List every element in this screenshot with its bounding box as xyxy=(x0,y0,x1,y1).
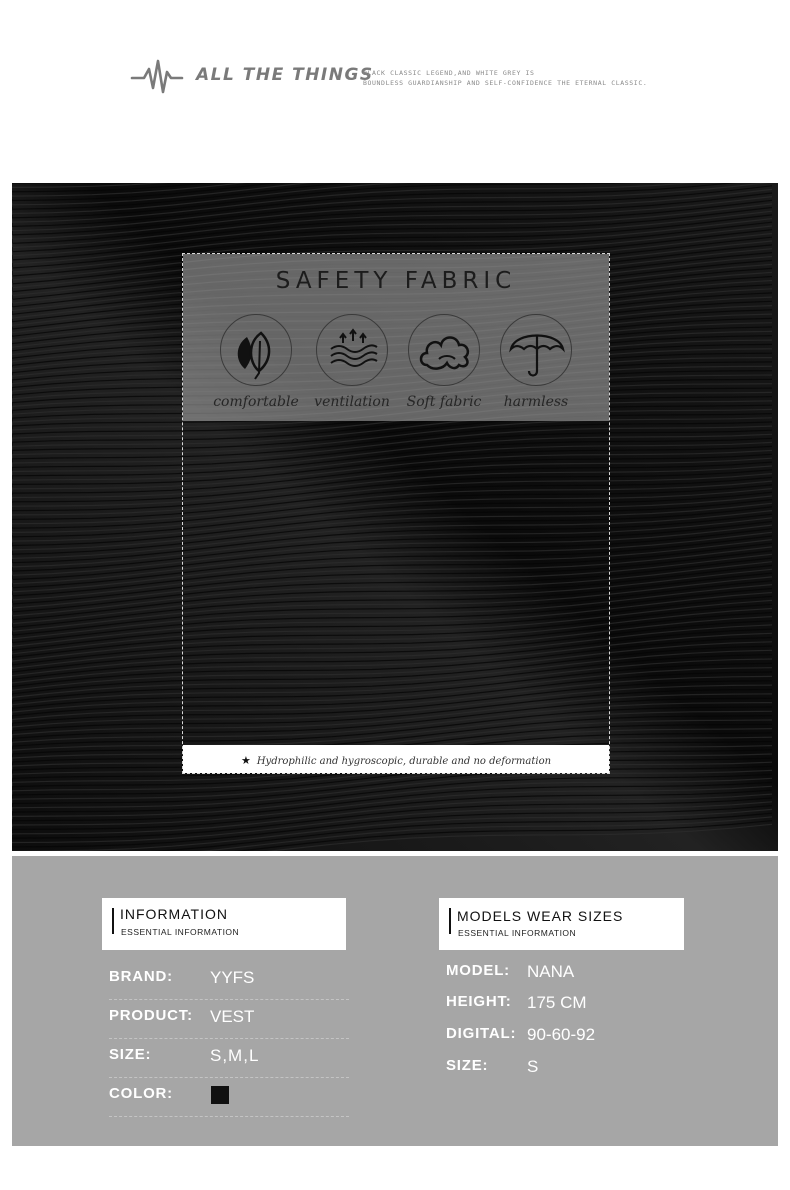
info-value: YYFS xyxy=(210,968,255,987)
feature-label: comfortable xyxy=(213,394,299,410)
model-key: SIZE: xyxy=(446,1057,489,1074)
model-subheading: ESSENTIAL INFORMATION xyxy=(458,928,577,938)
model-key: DIGITAL: xyxy=(446,1025,517,1042)
information-subheading: ESSENTIAL INFORMATION xyxy=(121,927,240,937)
color-swatch xyxy=(211,1086,229,1104)
feature-label: Soft fabric xyxy=(406,394,482,410)
heading-accent-bar xyxy=(449,908,451,934)
info-key: COLOR: xyxy=(109,1085,173,1102)
product-info-section xyxy=(12,856,778,1146)
row-divider xyxy=(109,1038,349,1039)
feature-icon-circle xyxy=(408,314,480,386)
safety-fabric-title: SAFETY FABRIC xyxy=(275,268,517,294)
feature-comfortable xyxy=(208,314,304,414)
feature-label: ventilation xyxy=(314,394,390,410)
information-heading: INFORMATION xyxy=(120,906,228,922)
brand-title: ALL THE THINGS xyxy=(196,65,374,85)
feature-icon-circle xyxy=(500,314,572,386)
safety-fabric-panel xyxy=(182,253,610,774)
safety-fabric-header xyxy=(183,254,609,421)
tagline-line-1: BLACK CLASSIC LEGEND,AND WHITE GREY IS xyxy=(363,69,535,77)
fabric-note-bar xyxy=(183,745,609,773)
row-divider xyxy=(109,1077,349,1078)
information-heading-box xyxy=(102,898,346,950)
info-value: S,M,L xyxy=(210,1046,260,1065)
cloud-icon xyxy=(409,315,481,387)
model-key: MODEL: xyxy=(446,962,510,979)
umbrella-icon xyxy=(501,315,573,387)
feature-harmless xyxy=(488,314,584,414)
leaf-icon xyxy=(221,315,293,387)
fabric-photo xyxy=(12,183,778,851)
heading-accent-bar xyxy=(112,908,114,934)
row-divider xyxy=(109,1116,349,1117)
airflow-waves-icon xyxy=(317,315,389,387)
model-value: S xyxy=(527,1057,539,1076)
feature-label: harmless xyxy=(503,394,569,410)
info-value: VEST xyxy=(210,1007,255,1026)
model-value: NANA xyxy=(527,962,575,981)
heartbeat-pulse-icon xyxy=(130,58,190,96)
tagline-line-2: BOUNDLESS GUARDIANSHIP AND SELF-CONFIDENCE THE ETERNAL CLASSIC. xyxy=(363,79,648,87)
page-header xyxy=(130,58,730,98)
row-divider xyxy=(109,999,349,1000)
info-key: BRAND: xyxy=(109,968,173,985)
model-value: 90-60-92 xyxy=(527,1025,596,1044)
feature-icon-circle xyxy=(220,314,292,386)
info-key: SIZE: xyxy=(109,1046,152,1063)
fabric-note: Hydrophilic and hygroscopic, durable and no deformation xyxy=(256,756,552,767)
star-icon: ★ xyxy=(240,754,251,767)
info-key: PRODUCT: xyxy=(109,1007,193,1024)
model-key: HEIGHT: xyxy=(446,993,512,1010)
model-heading: MODELS WEAR SIZES xyxy=(457,908,624,924)
model-heading-box xyxy=(439,898,684,950)
feature-icon-circle xyxy=(316,314,388,386)
model-value: 175 CM xyxy=(527,993,587,1012)
